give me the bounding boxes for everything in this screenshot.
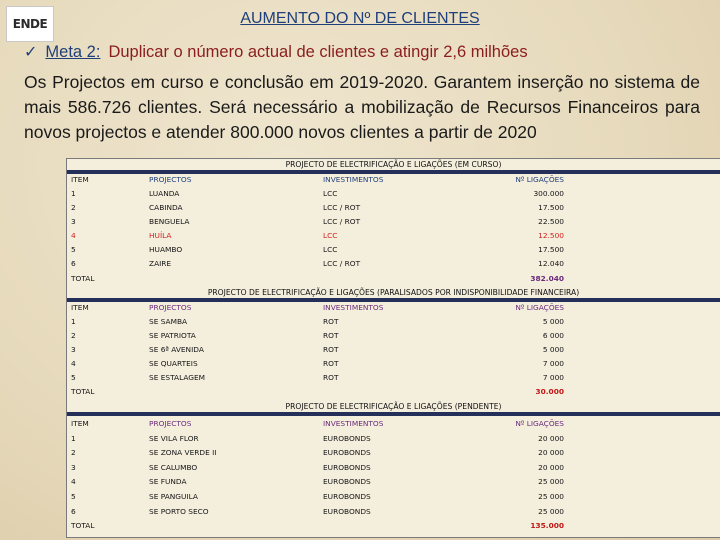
table-row-investment: LCC / ROT <box>323 203 361 212</box>
header-investments: INVESTIMENTOS <box>323 419 384 428</box>
table-row-item: 4 <box>71 359 76 368</box>
header-connections: Nº LIGAÇÕES <box>515 175 564 184</box>
table-row-connections: 22.500 <box>538 217 564 226</box>
table-row-item: 6 <box>71 507 76 516</box>
table-row-investment: ROT <box>323 373 339 382</box>
table-row-project: SE PATRIOTA <box>149 331 196 340</box>
table-row-project: SE VILA FLOR <box>149 434 199 443</box>
table-row-investment: EUROBONDS <box>323 507 371 516</box>
total-label: TOTAL <box>71 274 95 283</box>
table-row-investment: EUROBONDS <box>323 463 371 472</box>
table-row-project-highlight: HUÍLA <box>149 231 172 240</box>
header-investments: INVESTIMENTOS <box>323 175 384 184</box>
table-row-project: SE ZONA VERDE II <box>149 448 217 457</box>
table-row-item: 1 <box>71 189 76 198</box>
header-connections: Nº LIGAÇÕES <box>515 419 564 428</box>
table-row-item: 5 <box>71 492 76 501</box>
header-projects: PROJECTOS <box>149 419 192 428</box>
table-row-project: SE PORTO SECO <box>149 507 209 516</box>
table-row-connections: 6 000 <box>542 331 564 340</box>
intro-paragraph: Os Projectos em curso e conclusão em 2019-2020. Garantem inserção no sistema de mais 586.726 clientes. Será necessário a mobilização de Recursos Financeiros para novos projectos e atender 800.000 novos clientes a partir de 2020 <box>24 72 700 142</box>
table-row-item: 4 <box>71 477 76 486</box>
header-item: ITEM <box>71 175 89 184</box>
table-row-connections: 20 000 <box>538 434 564 443</box>
table-row-connections: 17.500 <box>538 203 564 212</box>
table-row-connections: 25 000 <box>538 507 564 516</box>
table-row-project: SE PANGUILA <box>149 492 198 501</box>
table-row-connections: 12.040 <box>538 259 564 268</box>
header-projects: PROJECTOS <box>149 175 192 184</box>
table-row-investment: ROT <box>323 317 339 326</box>
logo-text: ENDE <box>12 17 48 31</box>
table-row-connections: 5 000 <box>542 345 564 354</box>
table-title-em-curso: PROJECTO DE ELECTRIFICAÇÃO E LIGAÇÕES (EM CURSO) <box>285 160 502 169</box>
total-value: 382.040 <box>530 274 564 283</box>
table-row-investment: EUROBONDS <box>323 448 371 457</box>
table-row-item-highlight: 4 <box>71 231 76 240</box>
table-row-project: SE SAMBA <box>149 317 188 326</box>
table-row-connections: 5 000 <box>542 317 564 326</box>
table-row-project: ZAIRE <box>149 259 172 268</box>
table-row-item: 3 <box>71 345 76 354</box>
table-row-connections: 25 000 <box>538 477 564 486</box>
table-row-investment: ROT <box>323 345 339 354</box>
table-row-project: CABINDA <box>149 203 183 212</box>
table-divider <box>67 412 720 416</box>
table-row-item: 2 <box>71 203 76 212</box>
header-item: ITEM <box>71 303 89 312</box>
header-item: ITEM <box>71 419 89 428</box>
table-row-project: LUANDA <box>149 189 180 198</box>
table-row-item: 3 <box>71 217 76 226</box>
projects-sheet <box>66 158 720 538</box>
table-row-investment: EUROBONDS <box>323 477 371 486</box>
table-row-item: 5 <box>71 373 76 382</box>
table-row-project: HUAMBO <box>149 245 183 254</box>
checkmark-icon: ✓ <box>24 44 38 61</box>
header-connections: Nº LIGAÇÕES <box>515 303 564 312</box>
table-row-investment: LCC <box>323 245 338 254</box>
table-row-item: 2 <box>71 448 76 457</box>
table-row-investment: ROT <box>323 331 339 340</box>
goal-text: Duplicar o número actual de clientes e atingir 2,6 milhões <box>108 42 528 61</box>
table-divider <box>67 298 720 302</box>
table-row-project: SE ESTALAGEM <box>149 373 206 382</box>
table-row-project: SE CALUMBO <box>149 463 198 472</box>
table-row-investment: LCC / ROT <box>323 259 361 268</box>
table-row-connections: 17.500 <box>538 245 564 254</box>
table-row-investment: ROT <box>323 359 339 368</box>
total-label: TOTAL <box>71 387 95 396</box>
total-value: 135.000 <box>530 521 564 530</box>
header-projects: PROJECTOS <box>149 303 192 312</box>
page-title: AUMENTO DO Nº DE CLIENTES <box>240 10 480 27</box>
header-investments: INVESTIMENTOS <box>323 303 384 312</box>
table-row-connections: 20 000 <box>538 448 564 457</box>
table-divider <box>67 170 720 174</box>
table-row-connections: 7 000 <box>542 373 564 382</box>
table-row-item: 1 <box>71 434 76 443</box>
table-row-investment: LCC / ROT <box>323 217 361 226</box>
table-row-investment: EUROBONDS <box>323 492 371 501</box>
table-title-paralisados: PROJECTO DE ELECTRIFICAÇÃO E LIGAÇÕES (PARALISADOS POR INDISPONIBILIDADE FINANCEIRA) <box>207 288 580 297</box>
table-row-item: 6 <box>71 259 76 268</box>
table-row-connections: 300.000 <box>533 189 564 198</box>
table-row-item: 3 <box>71 463 76 472</box>
table-row-project: SE FUNDA <box>149 477 187 486</box>
table-row-connections: 7 000 <box>542 359 564 368</box>
goal-label: Meta 2: <box>45 42 101 61</box>
table-row-project: BENGUELA <box>149 217 190 226</box>
table-row-project: SE QUARTEIS <box>149 359 198 368</box>
goal-line <box>24 42 528 62</box>
table-row-item: 5 <box>71 245 76 254</box>
table-row-connections-highlight: 12.500 <box>538 231 564 240</box>
total-value: 30.000 <box>535 387 564 396</box>
table-row-investment-highlight: LCC <box>323 231 338 240</box>
table-row-investment: EUROBONDS <box>323 434 371 443</box>
total-label: TOTAL <box>71 521 95 530</box>
table-row-item: 2 <box>71 331 76 340</box>
table-row-item: 1 <box>71 317 76 326</box>
table-title-pendente: PROJECTO DE ELECTRIFICAÇÃO E LIGAÇÕES (PENDENTE) <box>285 402 502 411</box>
table-row-investment: LCC <box>323 189 338 198</box>
table-row-project: SE 6ª AVENIDA <box>149 345 204 354</box>
table-row-connections: 20 000 <box>538 463 564 472</box>
table-row-connections: 25 000 <box>538 492 564 501</box>
